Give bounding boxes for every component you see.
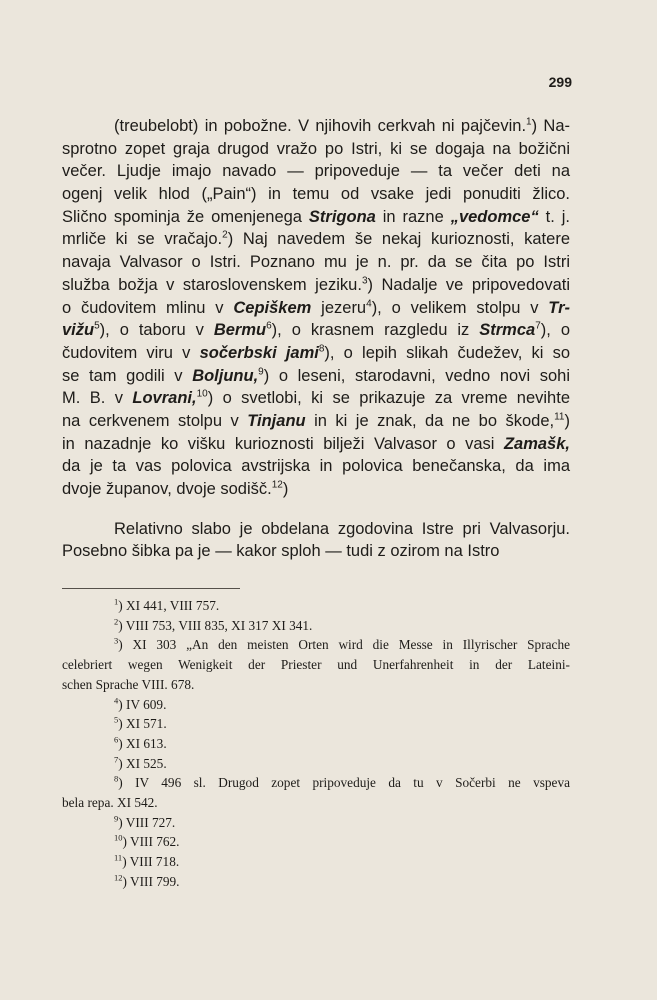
footnote-ref: 12 — [271, 479, 283, 491]
text-run: ), o taboru v — [99, 321, 214, 340]
text-run: ) o svetlobi, ki se prikazuje za vreme nevihte — [207, 389, 570, 408]
emphasized-text: Strigona — [308, 207, 376, 226]
footnote-ref: 9 — [258, 366, 264, 378]
footnote-text: XI 303 „An den meisten Orten wird die Messe in Illyrischer Sprache — [132, 637, 570, 653]
footnote: $^7$) XI 525. — [114, 754, 167, 771]
text-run: ) o leseni, starodavni, vedno novi sohi — [263, 366, 571, 385]
footnote-number: 3 — [114, 635, 119, 646]
footnote-text: VIII 799. — [130, 873, 180, 889]
text-line — [62, 342, 570, 365]
text-line — [62, 160, 570, 183]
footnote-text: VIII 762. — [130, 834, 180, 850]
footnote-text: celebriert wegen Wenigkeit der Priester und Unerfahrenheit in der Lateini- — [62, 657, 570, 673]
footnote: $^6$) XI 613. — [114, 734, 167, 751]
footnote-number: 11 — [114, 852, 123, 863]
footnote-text: VIII 718. — [129, 854, 180, 870]
footnote-ref: 2 — [222, 229, 228, 241]
main-text — [62, 115, 570, 563]
footnote-text: schen Sprache VIII. 678. — [62, 676, 195, 692]
text-run: ), o lepih slikah čudežev, ki so — [324, 343, 570, 362]
footnote-number: 2 — [114, 616, 119, 627]
footnote-text: XI 525. — [126, 755, 167, 771]
text-line — [62, 251, 570, 274]
text-run: služba božja v staroslovenskem jeziku. — [62, 275, 362, 294]
footnote-number: 7 — [114, 754, 119, 765]
footnote-continuation — [62, 655, 570, 675]
text-run: Relativno slabo je obdelana zgodovina Istre pri Valvasorju. — [114, 519, 570, 538]
text-run: in nazadnje ko višku kurioznosti bilježi Valvasor o vasi — [62, 434, 504, 453]
text-line — [62, 319, 570, 342]
footnote-text: IV 609. — [126, 696, 167, 712]
footnote-text: XI 571. — [126, 716, 167, 732]
footnote-text: XI 613. — [126, 735, 167, 751]
text-line — [62, 540, 570, 563]
text-run: o čudovitem mlinu v — [62, 298, 234, 317]
text-line — [62, 455, 570, 478]
text-line — [62, 410, 570, 433]
text-run: in razne — [375, 207, 451, 226]
footnote-ref: 3 — [361, 275, 368, 287]
footnote-number: 6 — [114, 734, 119, 745]
emphasized-text: Bermu — [213, 321, 267, 340]
footnote: $^1$) XI 441, VIII 757. — [114, 596, 220, 613]
footnote: $^3$) XI 303 „An den meisten Orten wird die Messe in Illyrischer Sprache — [114, 635, 570, 653]
text-line — [62, 297, 570, 320]
text-run: na cerkvenem stolpu v — [62, 411, 248, 430]
footnote: $^{10}$) VIII 762. — [114, 833, 180, 850]
footnote: $^9$) VIII 727. — [114, 813, 176, 830]
footnote-separator — [62, 588, 240, 589]
footnote-continuation — [62, 793, 570, 813]
text-run: ), o velikem stolpu v — [371, 298, 549, 317]
emphasized-text: Boljunu, — [192, 366, 259, 385]
text-run: jezeru — [311, 298, 367, 317]
paragraph — [62, 518, 570, 563]
text-run: ), o krasnem razgledu iz — [271, 321, 480, 340]
text-line — [62, 433, 570, 456]
text-line — [62, 228, 570, 251]
footnote-continuation — [62, 675, 570, 695]
text-run: da je ta vas polovica avstrijska in polovica benečanska, da ima — [62, 457, 570, 476]
footnote-number: 12 — [114, 872, 123, 883]
footnote-ref: 4 — [366, 298, 372, 309]
text-run: ), o — [540, 321, 570, 340]
footnote-ref: 1 — [526, 116, 532, 128]
text-run: mrliče ki se vračajo. — [62, 230, 223, 249]
footnote-text: IV 496 sl. Drugod zopet pripoveduje da tu v Sočerbi ne vspeva — [135, 775, 570, 791]
footnote-ref: 8 — [318, 343, 325, 355]
text-run: čudovitem viru v — [62, 343, 200, 362]
page-number: 299 — [548, 74, 572, 90]
text-run: se tam godili v — [62, 366, 193, 385]
text-run: ) — [282, 480, 289, 498]
footnote-number: 9 — [114, 813, 119, 824]
text-line — [62, 138, 570, 161]
footnote-ref: 10 — [196, 388, 208, 400]
text-line — [62, 518, 570, 541]
footnote-text: VIII 753, VIII 835, XI 317 XI 341. — [125, 617, 313, 633]
footnote-text: bela repa. XI 542. — [62, 795, 158, 811]
footnote-ref: 6 — [266, 320, 272, 332]
footnote-number: 4 — [114, 695, 119, 706]
text-line — [62, 274, 570, 297]
footnote-ref: 5 — [94, 320, 100, 332]
footnotes — [62, 596, 570, 892]
emphasized-text: „vedomce“ — [450, 207, 539, 226]
footnote-ref: 11 — [554, 411, 565, 423]
footnote: $^{11}$) VIII 718. — [114, 852, 180, 870]
text-run: ) Nadalje ve pripovedovati — [367, 275, 570, 294]
text-run: navaja Valvasor o Istri. Poznano mu je n. pr. da se čita po Istri — [62, 253, 570, 272]
footnote: $^4$) IV 609. — [114, 695, 167, 712]
text-run: ) Na- — [531, 117, 570, 135]
text-run: Slično spominja že omenjenega — [62, 207, 309, 226]
text-run: in ki je znak, da ne bo škode, — [305, 411, 555, 430]
text-run: večer. Ljudje imajo navado — pripoveduje — ta večer deti na — [62, 162, 570, 181]
emphasized-text: Zamašk, — [503, 434, 570, 453]
footnote: $^{12}$) VIII 799. — [114, 872, 180, 889]
text-run: ogenj velik hlod („Pain“) in temu od vsake jedi ponuditi žlico. — [62, 185, 570, 204]
footnote-number: 10 — [114, 833, 123, 844]
text-line — [62, 478, 570, 501]
footnote-ref: 7 — [535, 320, 541, 332]
emphasized-text: Cepiškem — [233, 298, 312, 317]
emphasized-text: Strmca — [479, 321, 536, 340]
text-line — [62, 387, 570, 410]
footnote-text: XI 441, VIII 757. — [126, 598, 220, 613]
paragraph — [62, 115, 570, 501]
text-run: sprotno zopet graja drugod vražo po Istri, ki se dogaja na božični — [62, 139, 570, 158]
text-line — [62, 365, 570, 388]
footnote-number: 1 — [114, 596, 119, 607]
footnote: $^5$) XI 571. — [114, 714, 167, 732]
text-run: ) — [564, 411, 570, 430]
emphasized-text: Lovrani, — [132, 389, 197, 408]
emphasized-text: vižu — [62, 321, 95, 340]
text-run: (treubelobt) in pobožne. V njihovih cerkvah ni pajčevin. — [114, 117, 527, 135]
emphasized-text: Tr- — [548, 298, 570, 317]
emphasized-text: sočerbski jami — [199, 343, 319, 362]
text-line — [62, 115, 570, 138]
text-run: t. j. — [538, 207, 571, 226]
text-line — [62, 183, 570, 206]
text-line — [62, 206, 570, 229]
text-run: M. B. v — [62, 389, 133, 408]
text-run: Posebno šibka pa je — kakor sploh — tudi z ozirom na Istro — [62, 542, 500, 561]
footnote: $^2$) VIII 753, VIII 835, XI 317 XI 341. — [114, 616, 313, 633]
text-run: dvoje županov, dvoje sodišč. — [62, 480, 272, 498]
footnote-text: VIII 727. — [125, 814, 176, 830]
emphasized-text: Tinjanu — [247, 411, 306, 430]
footnote-number: 8 — [114, 773, 119, 784]
footnote-number: 5 — [114, 714, 119, 725]
footnote: $^8$) IV 496 sl. Drugod zopet pripoveduje da tu v Sočerbi ne vspeva — [114, 773, 570, 791]
text-run: ) Naj navedem še nekaj kurioznosti, katere — [227, 230, 570, 249]
